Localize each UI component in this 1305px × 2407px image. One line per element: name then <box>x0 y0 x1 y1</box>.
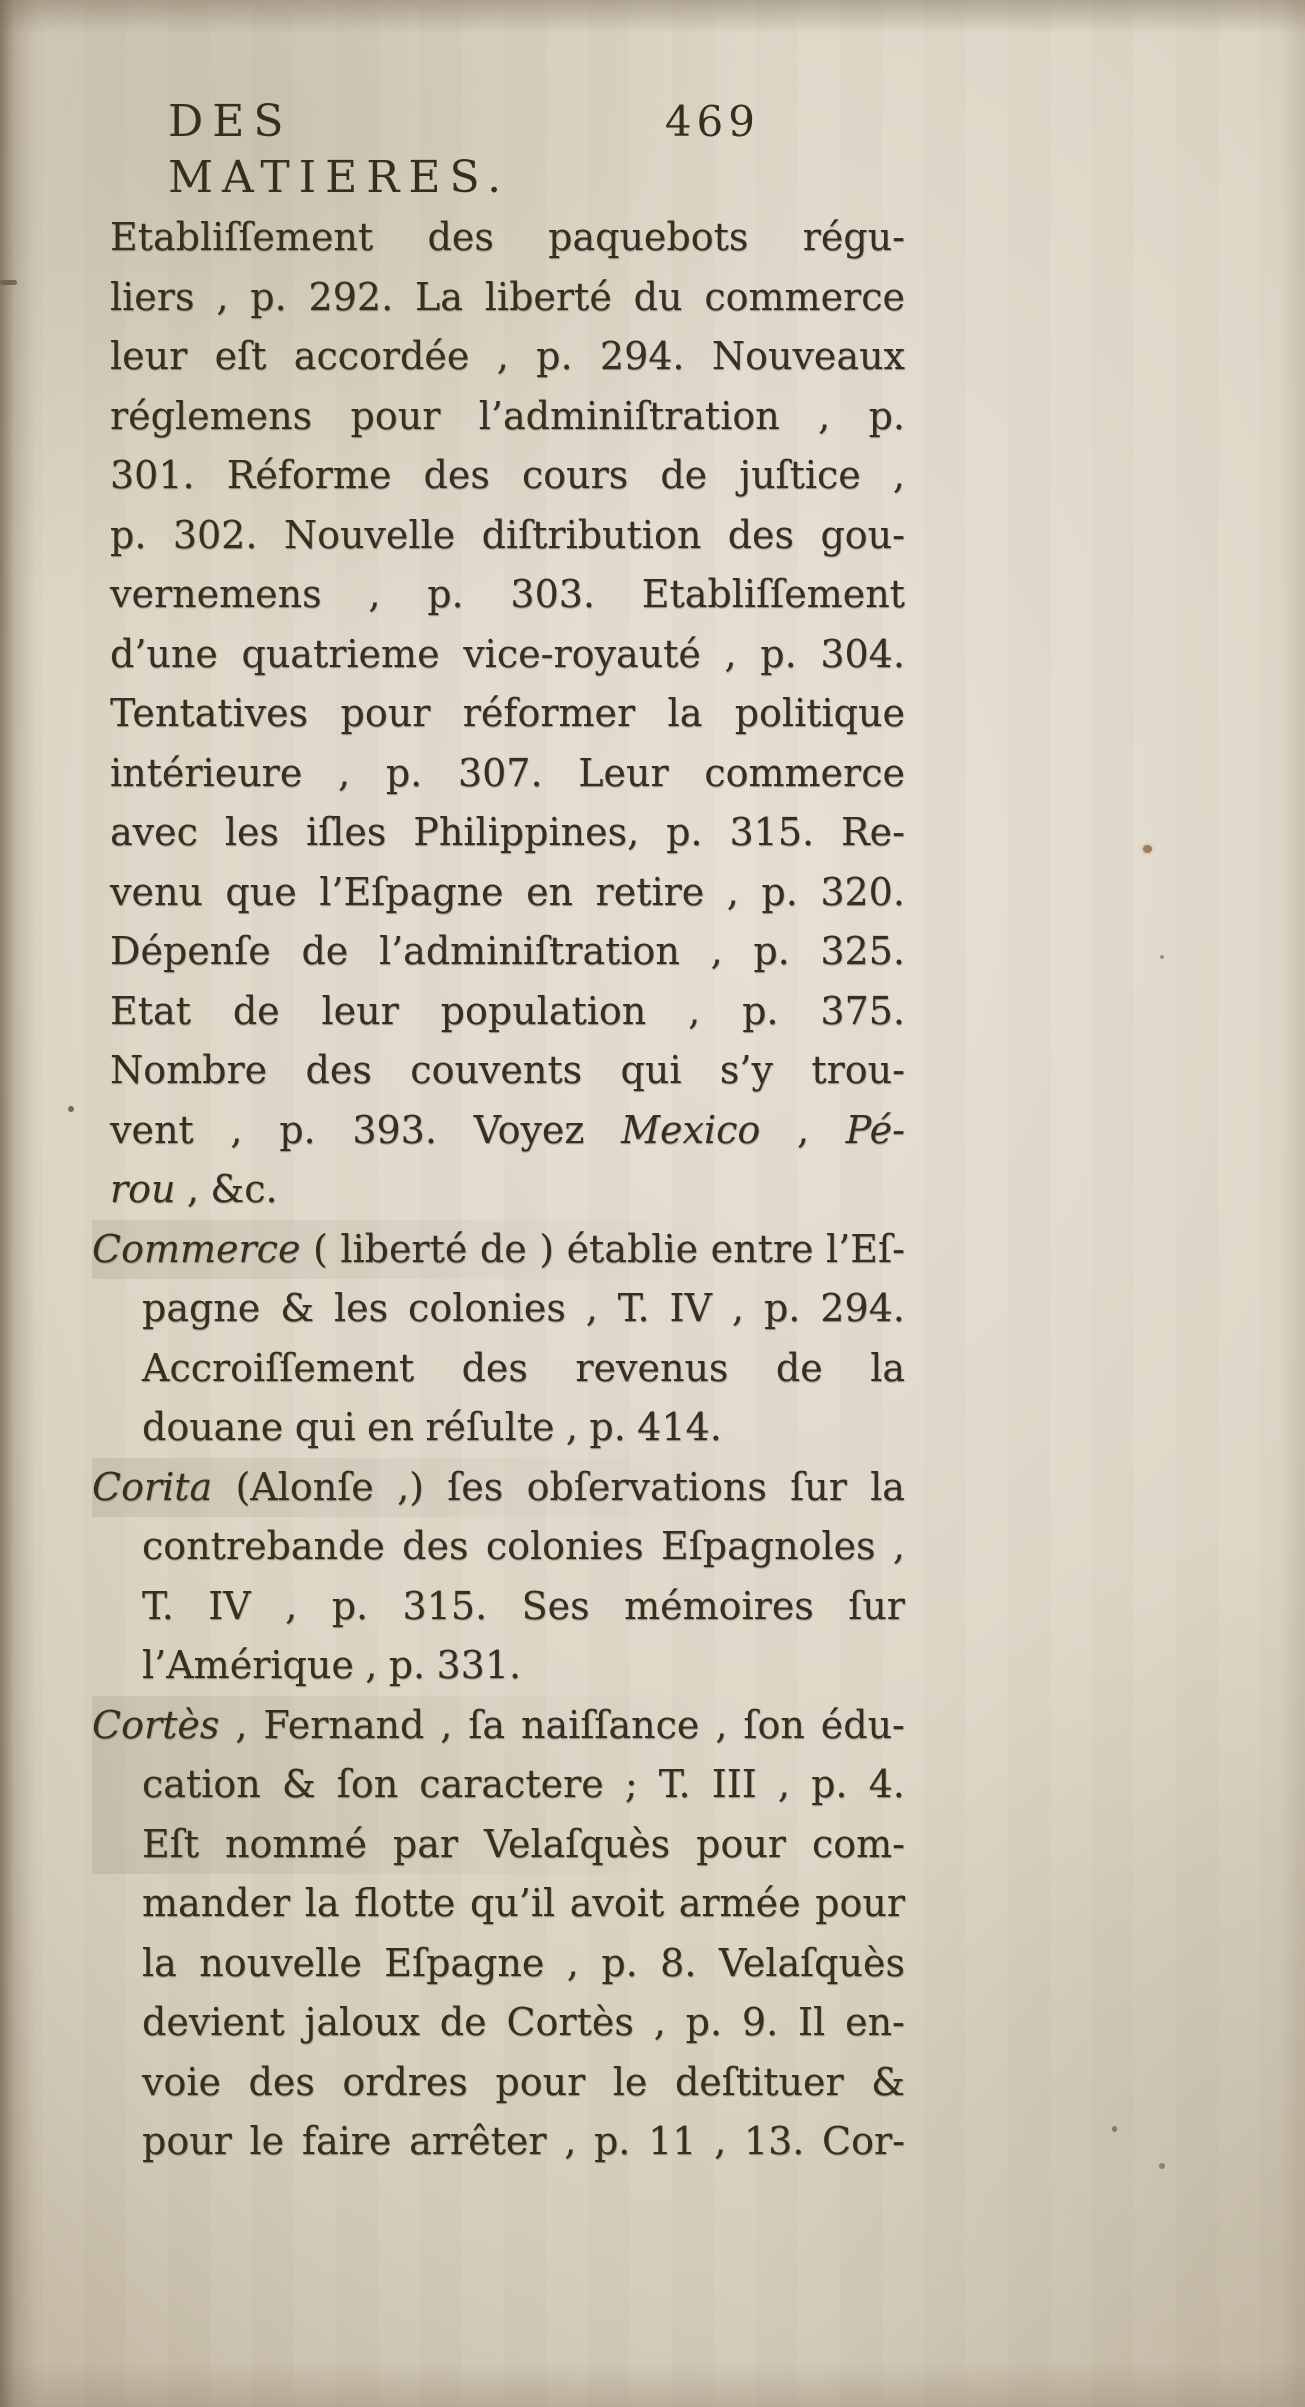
word: 304. <box>820 631 905 676</box>
word: Cor- <box>822 2119 905 2163</box>
word: , <box>338 750 351 795</box>
word: , <box>892 1524 905 1568</box>
text-line <box>92 1220 905 1280</box>
italic-word: Pé- <box>845 1107 905 1152</box>
word: ſon <box>743 1702 805 1747</box>
word: que <box>225 869 297 914</box>
word: armée <box>678 1881 801 1925</box>
text-line <box>92 2053 905 2113</box>
word: avoit <box>569 1881 665 1925</box>
word: T. <box>142 1583 174 1628</box>
word: liers <box>110 274 195 319</box>
word: p. <box>753 929 790 973</box>
word: Voyez <box>473 1107 585 1152</box>
text-line <box>92 327 905 387</box>
word: vent <box>110 1107 194 1152</box>
word: juſtice <box>739 453 861 497</box>
word: Nouveaux <box>711 334 905 378</box>
word: , <box>585 1286 598 1330</box>
word: les <box>224 810 280 854</box>
text-line <box>92 387 905 447</box>
word: de <box>232 988 280 1033</box>
ink-speck <box>1112 2126 1117 2132</box>
word: devient <box>142 2000 285 2044</box>
word: flotte <box>354 1881 456 1925</box>
text-line <box>92 1934 905 1994</box>
word: qu’il <box>469 1881 556 1925</box>
word: deſtituer <box>674 2059 844 2104</box>
word: 307. <box>457 750 543 795</box>
word: gou- <box>820 512 905 557</box>
word: qui <box>294 1405 356 1449</box>
word: ( <box>312 1226 328 1271</box>
italic-word: Mexico <box>621 1107 761 1152</box>
text-line <box>92 684 905 744</box>
word: l’Eſpagne <box>319 869 504 914</box>
text-line <box>92 1160 905 1220</box>
page-number: 469 <box>664 97 760 146</box>
word: , <box>688 988 701 1033</box>
word: Ses <box>521 1583 590 1628</box>
word: des <box>423 453 490 497</box>
text-line <box>92 1398 905 1458</box>
word: l’adminiſtration <box>378 929 680 973</box>
word: p. <box>593 2119 631 2163</box>
word: ſur <box>790 1464 847 1509</box>
word: & <box>280 1286 315 1330</box>
word: vice-royauté <box>463 631 701 676</box>
word: , <box>235 1702 248 1747</box>
word: des <box>402 1524 469 1568</box>
word: p. <box>388 1643 426 1687</box>
word: 325. <box>820 929 905 973</box>
word: 301. <box>110 453 195 497</box>
word: T. <box>617 1286 650 1330</box>
word: avec <box>110 810 198 854</box>
word: liberté <box>340 1226 468 1271</box>
word: pour <box>815 1881 905 1925</box>
word: caractere <box>419 1762 604 1806</box>
word: réformer <box>462 691 636 735</box>
text-line <box>92 1755 905 1815</box>
word: réſulte <box>425 1405 555 1449</box>
word: , <box>230 1107 243 1152</box>
word: couvents <box>410 1048 583 1092</box>
text-line <box>92 1279 905 1339</box>
word: Velaſquès <box>718 1940 905 1985</box>
text-line <box>92 922 905 982</box>
word: jaloux <box>304 2000 420 2044</box>
word: , <box>892 453 905 497</box>
word: Dépenſe <box>110 929 271 973</box>
word: douane <box>142 1405 284 1449</box>
word: 8. <box>660 1940 697 1985</box>
word: 4. <box>868 1762 905 1806</box>
word: 414. <box>637 1405 722 1449</box>
text-line <box>92 625 905 685</box>
word: de <box>301 929 349 973</box>
word: la <box>304 1881 340 1925</box>
word: contrebande <box>142 1524 385 1568</box>
word: retire <box>595 869 705 914</box>
word: mémoires <box>624 1583 814 1628</box>
word: s’y <box>719 1048 773 1092</box>
word: , <box>710 929 723 973</box>
word: Etat <box>110 988 191 1033</box>
ink-speck <box>1160 955 1164 959</box>
word: eſt <box>214 334 267 378</box>
word: de <box>775 1345 823 1390</box>
running-head <box>168 94 760 206</box>
text-line <box>92 1815 905 1875</box>
word: venu <box>110 869 203 914</box>
word: voie <box>142 2059 221 2104</box>
word: p. <box>331 1583 369 1628</box>
word: liberté <box>484 274 612 319</box>
word: commerce <box>704 274 905 319</box>
text-line <box>92 1101 905 1161</box>
text-line <box>92 2112 905 2172</box>
text-line <box>92 982 905 1042</box>
word: , <box>731 1286 745 1330</box>
word: leur <box>110 334 188 378</box>
word: pour <box>340 691 431 735</box>
text-line <box>92 1517 905 1577</box>
word: régu- <box>802 215 905 259</box>
word: 302. <box>172 512 258 557</box>
word: cours <box>521 453 629 497</box>
word: réglemens <box>110 393 313 438</box>
word: ,) <box>397 1464 424 1509</box>
word: , <box>714 2119 727 2163</box>
word: com- <box>811 1821 905 1866</box>
word: ſes <box>447 1464 504 1509</box>
word: , <box>777 1762 790 1806</box>
word: p. <box>279 1107 316 1152</box>
word: p. <box>601 1940 638 1985</box>
word: (Alonſe <box>235 1464 374 1509</box>
text-line <box>92 1577 905 1637</box>
word: iſles <box>305 810 387 854</box>
word: p. <box>868 393 905 438</box>
word: , <box>496 334 509 378</box>
word: nouvelle <box>199 1940 362 1985</box>
word: des <box>305 1048 372 1092</box>
word: , <box>818 393 831 438</box>
word: , <box>368 572 381 616</box>
word: 315. <box>729 810 815 854</box>
word: Velaſquès <box>484 1821 671 1866</box>
italic-word: Commerce <box>92 1226 301 1271</box>
word: leur <box>321 988 399 1033</box>
word: 315. <box>402 1583 488 1628</box>
word: des <box>248 2059 315 2104</box>
word: le <box>612 2059 648 2104</box>
word: entre <box>710 1226 814 1271</box>
word: mander <box>142 1881 291 1925</box>
word: , <box>724 631 737 676</box>
word: ſur <box>848 1583 905 1628</box>
word: de <box>439 2000 487 2044</box>
word: édu- <box>820 1702 905 1747</box>
text-line <box>92 1696 905 1756</box>
text-line <box>92 268 905 328</box>
running-head-title: DES MATIERES. <box>168 96 511 203</box>
text-line <box>92 744 905 804</box>
word: trou- <box>811 1048 905 1092</box>
word: ; <box>624 1762 638 1806</box>
word: le <box>249 2119 285 2163</box>
word: l’Amérique <box>142 1643 354 1687</box>
word: colonies <box>408 1286 566 1330</box>
word: p. <box>685 2000 723 2044</box>
word: intérieure <box>110 750 303 795</box>
word: Il <box>798 2000 826 2044</box>
word: pour <box>350 393 441 438</box>
italic-word: Corita <box>92 1464 213 1509</box>
word: p. <box>589 1405 626 1449</box>
word: Nouvelle <box>283 512 456 557</box>
word: Eſpagnoles <box>660 1524 876 1568</box>
word: Tentatives <box>110 691 309 735</box>
word: obſervations <box>526 1464 767 1509</box>
word: p. <box>763 1286 801 1330</box>
word: de <box>660 453 708 497</box>
text-line <box>92 506 905 566</box>
word: , <box>365 1643 378 1687</box>
word: , <box>797 1107 810 1152</box>
word: 303. <box>510 572 595 616</box>
word: les <box>333 1286 389 1330</box>
word: Etabliſſement <box>641 572 905 616</box>
word: 294. <box>599 334 685 378</box>
word: , <box>653 2000 666 2044</box>
word: pour <box>142 2119 232 2163</box>
word: en <box>526 869 574 914</box>
word: Leur <box>578 750 669 795</box>
word: , <box>440 1702 453 1747</box>
word: Réforme <box>226 453 392 497</box>
word: 320. <box>820 869 905 914</box>
word: nommé <box>225 1821 367 1866</box>
word: établie <box>566 1226 699 1271</box>
text-line <box>92 1339 905 1399</box>
word: pagne <box>142 1286 261 1330</box>
word: quatrieme <box>241 631 440 676</box>
word: p. <box>666 810 703 854</box>
word: p. <box>110 512 147 557</box>
word: qui <box>620 1048 682 1092</box>
word: 294. <box>820 1286 905 1330</box>
text-line <box>92 1636 905 1696</box>
word: diſtribution <box>481 512 702 557</box>
word: des <box>427 215 494 259</box>
word: cation <box>142 1762 261 1806</box>
word: la <box>142 1940 177 1985</box>
word: la <box>667 691 703 735</box>
word: III <box>711 1762 757 1806</box>
word: La <box>415 274 463 319</box>
text-line <box>92 803 905 863</box>
word: , <box>566 1940 579 1985</box>
word: l’Eſ- <box>826 1226 905 1271</box>
word: , <box>715 1702 728 1747</box>
word: T. <box>658 1762 691 1806</box>
word: Re- <box>841 810 905 854</box>
word: en <box>367 1405 414 1449</box>
word: 9. <box>741 2000 779 2044</box>
word: , <box>726 869 739 914</box>
word: IV <box>669 1286 712 1330</box>
text-line <box>92 1041 905 1101</box>
word: 375. <box>820 988 905 1033</box>
word: 11 <box>648 2119 697 2163</box>
text-line <box>92 446 905 506</box>
text-line <box>92 1458 905 1518</box>
word: accordée <box>293 334 470 378</box>
word: par <box>392 1821 459 1866</box>
text-line <box>92 1874 905 1934</box>
word: Eſpagne <box>384 1940 545 1985</box>
word: Fernand <box>263 1702 425 1747</box>
word: p. <box>385 750 423 795</box>
text-line <box>92 1993 905 2053</box>
ink-speck <box>1143 845 1152 853</box>
word: du <box>633 274 683 319</box>
word: d’une <box>110 631 218 676</box>
ink-speck <box>1159 2163 1165 2169</box>
word: ) <box>539 1226 555 1271</box>
word: p. <box>536 334 573 378</box>
word: la <box>870 1464 905 1509</box>
italic-word: rou <box>110 1167 176 1211</box>
word: 292. <box>308 274 394 319</box>
word: ordres <box>342 2059 468 2104</box>
word: pour <box>696 1821 786 1866</box>
word: p. <box>427 572 464 616</box>
ink-speck <box>0 280 17 285</box>
word: l’adminiſtration <box>478 393 780 438</box>
word: Accroiſſement <box>142 1345 415 1390</box>
word: p. <box>250 274 287 319</box>
word: paquebots <box>548 215 749 259</box>
index-text-block <box>92 208 905 2172</box>
text-line <box>92 863 905 923</box>
word: vernemens <box>110 572 322 616</box>
word: des <box>461 1345 528 1390</box>
word: & <box>281 1762 316 1806</box>
word: & <box>871 2059 905 2104</box>
word: la <box>870 1345 905 1390</box>
word: , <box>285 1583 298 1628</box>
word: &c. <box>210 1167 278 1211</box>
word: ſa <box>468 1702 506 1747</box>
word: , <box>186 1167 200 1211</box>
word: colonies <box>485 1524 644 1568</box>
word: de <box>479 1226 527 1271</box>
word: 13. <box>743 2119 805 2163</box>
word: , <box>565 1405 578 1449</box>
word: Cortès <box>506 2000 634 2044</box>
word: Philippines, <box>413 810 640 854</box>
word: arrêter <box>409 2119 547 2163</box>
word: en- <box>845 2000 905 2044</box>
word: naiſſance <box>521 1702 700 1747</box>
word: faire <box>301 2119 392 2163</box>
word: ſon <box>336 1762 399 1806</box>
word: p. <box>742 988 779 1033</box>
text-line <box>92 208 905 268</box>
word: pour <box>495 2059 586 2104</box>
word: Nombre <box>110 1048 268 1092</box>
word: , <box>564 2119 577 2163</box>
word: Etabliſſement <box>110 215 374 259</box>
word: revenus <box>575 1345 729 1390</box>
ink-speck <box>68 1106 74 1112</box>
word: p. <box>811 1762 848 1806</box>
word: politique <box>734 691 905 735</box>
word: population <box>440 988 647 1033</box>
word: des <box>727 512 795 557</box>
word: , <box>216 274 229 319</box>
word: commerce <box>704 750 905 795</box>
word: 331. <box>436 1643 522 1687</box>
word: Eſt <box>142 1821 200 1866</box>
word: p. <box>761 869 798 914</box>
word: IV <box>208 1583 251 1628</box>
italic-word: Cortès <box>92 1702 220 1747</box>
word: p. <box>760 631 797 676</box>
text-line <box>92 565 905 625</box>
word: 393. <box>352 1107 437 1152</box>
